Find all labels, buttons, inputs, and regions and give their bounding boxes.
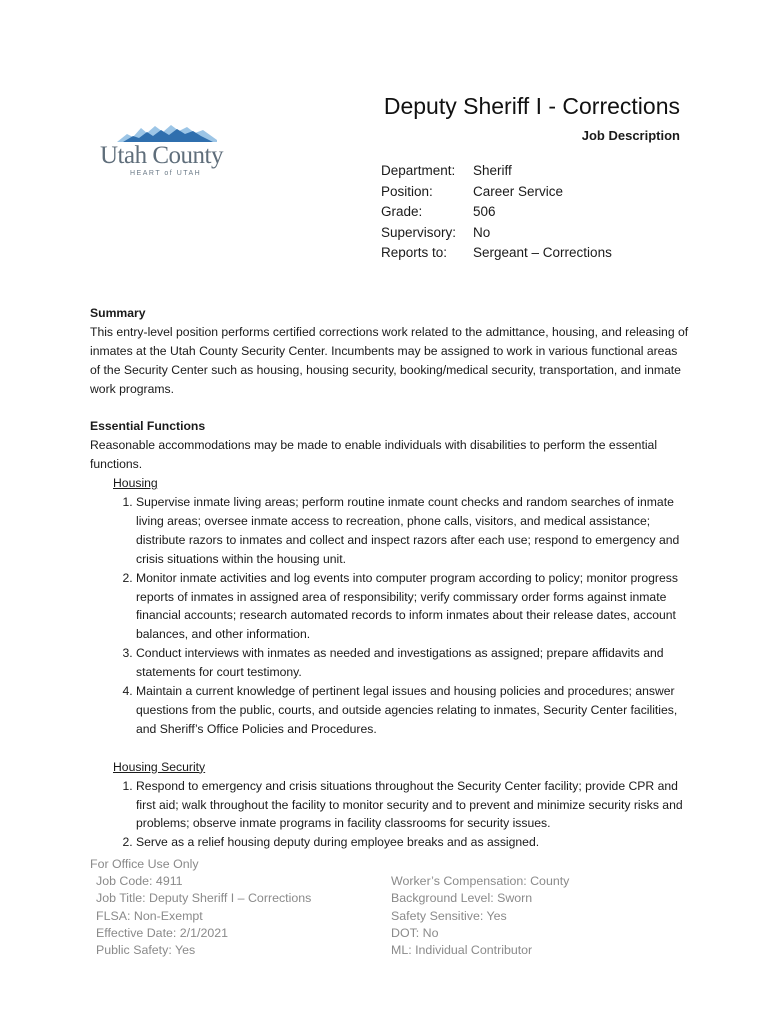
footer-job-code: Job Code: 4911 <box>96 874 183 889</box>
list-item: 2. Monitor inmate activities and log events into computer program according to policy; monitor progress reports of inmates in assigned area of responsibility; verify commissary order forms against inmate financial accounts; research automated records to inform inmates about their release dates, account balances, and other information. <box>136 569 690 645</box>
mountain-icon <box>117 122 217 144</box>
footer-dot: DOT: No <box>391 925 439 940</box>
footer-job-title: Job Title: Deputy Sheriff I – Corrections <box>96 891 312 906</box>
essential-functions-heading: Essential Functions <box>90 419 206 434</box>
info-value: 506 <box>473 204 496 219</box>
job-info-table <box>381 161 612 264</box>
info-row-department <box>381 161 612 182</box>
info-label: Grade: <box>381 204 423 219</box>
footer-right-column <box>391 873 569 959</box>
info-value: Career Service <box>473 183 564 199</box>
info-row-reports-to <box>381 243 612 264</box>
footer-workers-comp: Worker’s Compensation: County <box>391 874 570 889</box>
footer-ml: ML: Individual Contributor <box>391 943 533 958</box>
list-item: 1. Respond to emergency and crisis situations throughout the Security Center facility; provide CPR and first aid; walk throughout the facility to monitor security and to prevent and minimize security risks and problems; observe inmate programs in facility classrooms for security issues. <box>136 777 690 834</box>
info-value: Sheriff <box>473 163 512 178</box>
footer-left-column <box>96 873 311 959</box>
list-item: 2. Serve as a relief housing deputy during employee breaks and as assigned. <box>136 833 690 852</box>
essential-functions-intro: Reasonable accommodations may be made to enable individuals with disabilities to perform the essential functions. <box>90 438 658 472</box>
utah-county-logo <box>100 122 232 184</box>
info-value: Sergeant – Corrections <box>473 245 612 260</box>
footer-flsa: FLSA: Non-Exempt <box>96 908 203 923</box>
info-label: Position: <box>381 183 433 199</box>
housing-list <box>90 493 690 739</box>
page-title: Deputy Sheriff I - Corrections <box>383 93 680 119</box>
housing-heading: Housing <box>113 476 158 491</box>
summary-heading: Summary <box>90 306 146 320</box>
list-item: 4. Maintain a current knowledge of pertinent legal issues and housing policies and procedures; answer questions from the public, courts, and outside agencies relating to inmates, Security Center facilities, and Sheriff’s Office Policies and Procedures. <box>136 682 690 739</box>
info-row-supervisory <box>381 223 612 244</box>
page-subtitle: Job Description <box>581 128 680 143</box>
list-item: 1. Supervise inmate living areas; perform routine inmate count checks and random searches of inmate living areas; oversee inmate access to recreation, phone calls, visitors, and medical assistance; distribute razors to inmates and collect and inspect razors after each use; respond to emergency and crisis situations within the housing unit. <box>136 493 690 569</box>
summary-text: This entry-level position performs certified corrections work related to the admittance, housing, and releasing of inmates at the Utah County Security Center. Incumbents may be assigned to work in various functional areas of the Security Center such as housing, housing security, booking/medical security, transportation, and inmate work programs. <box>90 324 689 396</box>
footer-background-level: Background Level: Sworn <box>391 891 533 906</box>
list-item: 3. Conduct interviews with inmates as needed and investigations as assigned; prepare affidavits and statements for court testimony. <box>136 644 690 682</box>
spacer <box>90 399 690 418</box>
footer-effective-date: Effective Date: 2/1/2021 <box>96 925 229 940</box>
info-row-grade <box>381 202 612 223</box>
housing-security-heading: Housing Security <box>113 759 206 774</box>
housing-security-list <box>90 777 690 853</box>
footer-public-safety: Public Safety: Yes <box>96 943 196 958</box>
info-label: Supervisory: <box>381 224 457 240</box>
logo-tagline: HEART of UTAH <box>130 170 202 177</box>
logo-name: Utah County <box>100 142 223 169</box>
document-body <box>90 304 690 852</box>
footer-safety-sensitive: Safety Sensitive: Yes <box>391 908 507 923</box>
info-value: No <box>473 224 491 240</box>
office-use-footer <box>90 856 690 958</box>
footer-heading: For Office Use Only <box>90 857 199 871</box>
info-label: Reports to: <box>381 245 448 260</box>
spacer <box>90 739 690 758</box>
info-row-position <box>381 182 612 203</box>
info-label: Department: <box>381 163 456 178</box>
